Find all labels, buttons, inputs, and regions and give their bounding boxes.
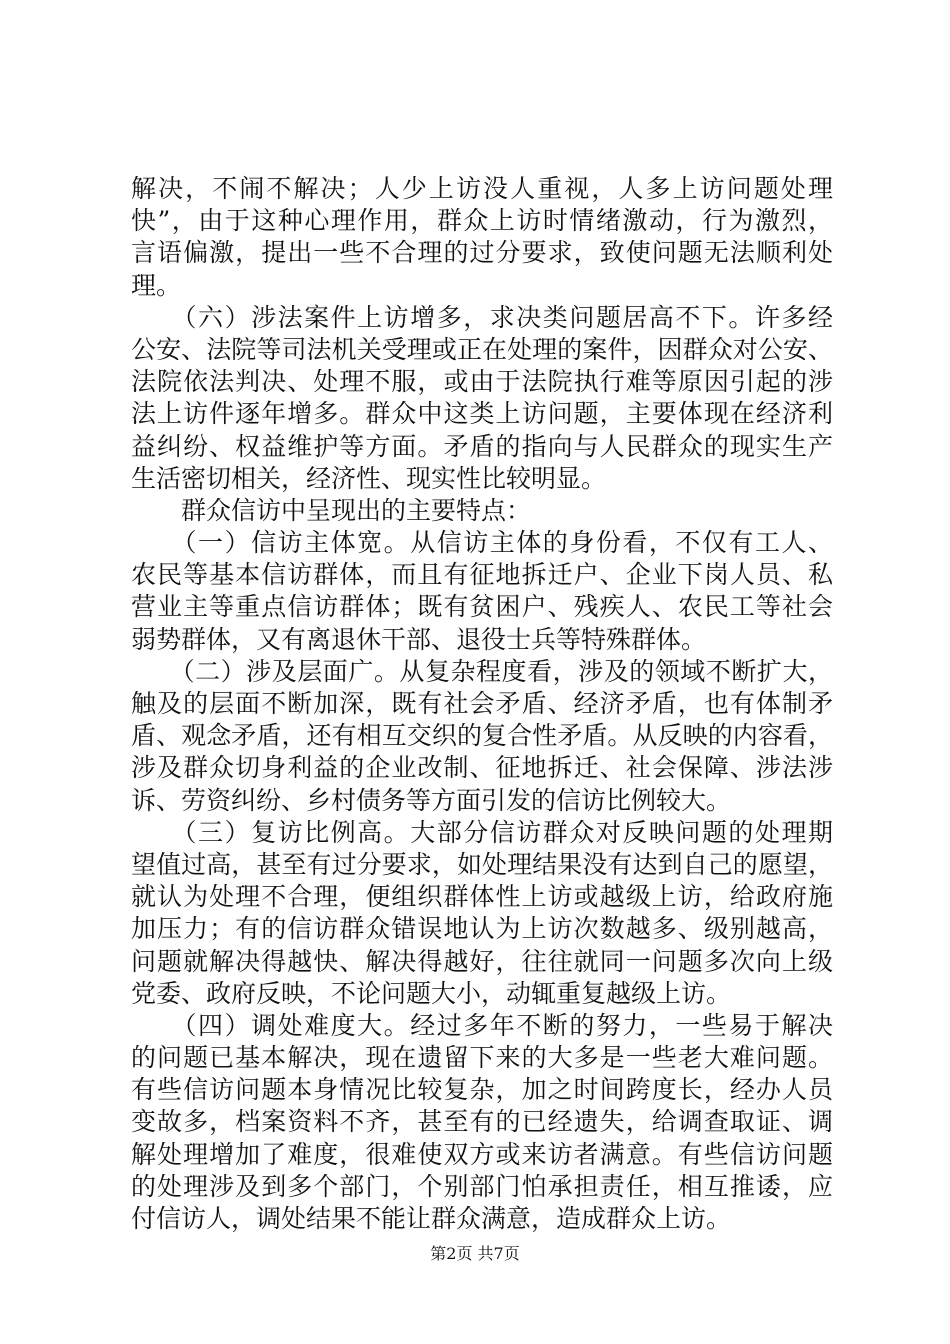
text-line: （二）涉及层面广。从复杂程度看，涉及的领域不断扩大， [131,656,833,686]
text-line: 法院依法判决、处理不服，或由于法院执行难等原因引起的涉 [131,367,833,397]
text-line: 盾、观念矛盾，还有相互交织的复合性矛盾。从反映的内容看， [131,721,833,751]
text-line: （六）涉法案件上访增多，求决类问题居高不下。许多经 [131,302,833,332]
text-line: 弱势群体，又有离退休干部、退役士兵等特殊群体。 [131,624,707,654]
text-line: 理。 [131,270,182,300]
text-line: 解处理增加了难度，很难使双方或来访者满意。有些信访问题 [131,1139,833,1169]
text-line: 解决，不闹不解决；人少上访没人重视，人多上访问题处理 [131,174,833,203]
text-line: 快”，由于这种心理作用，群众上访时情绪激动，行为激烈， [131,206,833,236]
text-line: （一）信访主体宽。从信访主体的身份看，不仅有工人、 [131,528,833,558]
text-line: 生活密切相关，经济性、现实性比较明显。 [131,463,607,493]
text-line: 触及的层面不断加深，既有社会矛盾、经济矛盾，也有体制矛 [131,689,833,718]
text-line: 言语偏激，提出一些不合理的过分要求，致使问题无法顺利处 [131,238,833,268]
text-line: （四）调处难度大。经过多年不断的努力，一些易于解决 [131,1010,833,1040]
text-line: 诉、劳资纠纷、乡村债务等方面引发的信访比例较大。 [131,785,732,815]
text-line: 就认为处理不合理，便组织群体性上访或越级上访，给政府施 [131,882,833,912]
text-line: 涉及群众切身利益的企业改制、征地拆迁、社会保障、涉法涉 [131,753,833,783]
text-line: 农民等基本信访群体，而且有征地拆迁户、企业下岗人员、私 [131,560,833,590]
text-line: （三）复访比例高。大部分信访群众对反映问题的处理期 [131,817,833,847]
text-line: 加压力；有的信访群众错误地认为上访次数越多、级别越高， [131,914,833,944]
text-line: 问题就解决得越快、解决得越好，往往就同一问题多次向上级 [131,946,833,976]
text-line: 法上访件逐年增多。群众中这类上访问题，主要体现在经济利 [131,399,833,429]
text-line: 公安、法院等司法机关受理或正在处理的案件，因群众对公安、 [131,334,833,364]
text-line: 群众信访中呈现出的主要特点： [131,495,532,525]
text-line: 的处理涉及到多个部门，个别部门怕承担责任，相互推诿，应 [131,1171,833,1201]
text-line: 的问题已基本解决，现在遗留下来的大多是一些老大难问题。 [131,1043,833,1073]
text-line: 有些信访问题本身情况比较复杂，加之时间跨度长，经办人员 [131,1075,833,1105]
text-line: 望值过高，甚至有过分要求，如处理结果没有达到自己的愿望， [131,849,833,879]
text-line: 付信访人，调处结果不能让群众满意，造成群众上访。 [131,1204,732,1233]
page-footer: 第2页 共7页 [430,1244,520,1263]
text-line: 变故多，档案资料不齐，甚至有的已经遗失，给调查取证、调 [131,1107,833,1137]
text-line: 益纠纷、权益维护等方面。矛盾的指向与人民群众的现实生产 [131,431,833,461]
text-line: 党委、政府反映，不论问题大小，动辄重复越级上访。 [131,978,732,1008]
document-body [131,173,833,1235]
text-line: 营业主等重点信访群体；既有贫困户、残疾人、农民工等社会 [131,592,833,622]
